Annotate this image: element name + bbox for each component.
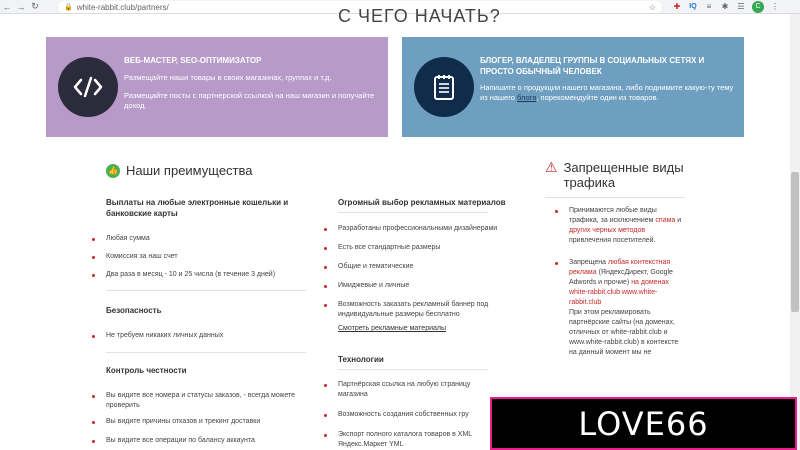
honesty-list (92, 391, 302, 446)
code-icon (58, 57, 118, 117)
technology-list (324, 380, 499, 450)
back-arrow-icon[interactable]: ← (2, 1, 12, 12)
view-materials-link[interactable]: Смотреть рекламные материалы (338, 325, 447, 332)
reload-icon[interactable]: ↻ (31, 1, 39, 11)
divider (338, 369, 488, 370)
extension-icon-1[interactable]: ✚ (673, 2, 681, 11)
list-item: Вы видите все номера и статусы заказов, - всегда можете проверить (92, 391, 302, 411)
forbidden-text: привлечения посетителей. (569, 237, 656, 244)
blogger-card-title: БЛОГЕР, ВЛАДЕЛЕЦ ГРУППЫ В СОЦИАЛЬНЫХ СЕТЯХ И ПРОСТО ОБЫЧНЫЙ ЧЕЛОВЕК (480, 56, 705, 76)
advantages-heading-text: Наши преимущества (126, 163, 253, 178)
page-scrollbar[interactable] (790, 14, 800, 450)
divider (106, 290, 306, 291)
security-title: Безопасность (106, 306, 162, 315)
divider (545, 197, 685, 198)
list-item: Есть все стандартные размеры (324, 243, 514, 253)
forbidden-text: При этом рекламировать партнёрские сайты (на доменах, отличных от white-rabbit.club и www.white-rabbit.club) в контексте на данный момент мы не (569, 309, 679, 356)
blogger-card-text (480, 83, 740, 103)
forward-arrow-icon[interactable]: → (16, 1, 26, 12)
payouts-list (92, 234, 312, 280)
overlay-label (490, 397, 797, 450)
list-item: Общие и тематические (324, 262, 514, 272)
forbidden-text: Принимаются любые виды трафика, за исключением (569, 207, 657, 224)
advantages-heading (106, 163, 253, 178)
list-item: Возможность заказать рекламный баннер под индивидуальные размеры бесплатно (324, 300, 514, 320)
forbidden-heading-line1: Запрещенные виды (563, 160, 684, 175)
list-item: Имиджевые и личные (324, 281, 514, 291)
forbidden-text: (ЯндексДирект, Google Adwords и прочие) (569, 269, 673, 286)
list-item: Два раза в месяц - 10 и 25 числа (в течение 3 дней) (92, 270, 312, 280)
black-methods-link[interactable]: других черных методов (569, 227, 646, 234)
blogger-text-end: , порекомендуйте один из товаров. (536, 93, 659, 102)
url-text: white-rabbit.club/partners/ (76, 2, 169, 12)
bookmark-star-icon[interactable]: ☆ (648, 2, 656, 12)
forbidden-text: Запрещена (569, 259, 608, 266)
list-item: Экспорт полного каталога товаров в XML Яндекс.Маркет YML (324, 430, 499, 450)
lock-icon: 🔒 (64, 4, 73, 11)
blogger-card (402, 37, 744, 137)
notepad-icon (414, 57, 474, 117)
list-item: Вы видите все операции по балансу аккаунта (92, 436, 302, 446)
payouts-title: Выплаты на любые электронные кошельки и банковские карты (106, 198, 289, 218)
menu-list-icon[interactable]: ☰ (737, 2, 745, 11)
webmaster-card (46, 37, 388, 137)
list-item (555, 258, 685, 358)
list-item: Партнёрская ссылка на любую страницу магазина (324, 380, 499, 400)
list-item: Не требуем никаких личных данных (92, 331, 312, 341)
webmaster-card-text-1: Размещайте наши товары в своих магазинах, группах и т.д. (124, 73, 332, 82)
overlay-text: LOVE66 (578, 404, 709, 443)
materials-list (324, 224, 514, 320)
puzzle-icon[interactable]: ✱ (721, 2, 729, 11)
list-item: Любая сумма (92, 234, 312, 244)
list-item: Разработаны профессиональными дизайнерами (324, 224, 514, 234)
warning-icon: ⚠ (545, 159, 558, 175)
forbidden-heading-text (564, 160, 684, 190)
forbidden-heading-line2: трафика (563, 175, 616, 190)
spam-link[interactable]: спама (655, 217, 676, 224)
list-item: Вы видите причины отказов и трекинг доставки (92, 417, 302, 427)
extension-icon-3[interactable]: ≡ (706, 2, 712, 11)
webmaster-card-title: ВЕБ-МАСТЕР, SEO-ОПТИМИЗАТОР (124, 56, 262, 65)
thumbs-up-icon: 👍 (106, 164, 120, 178)
extensions-bar (672, 1, 780, 13)
scrollbar-thumb[interactable] (791, 172, 799, 312)
divider (338, 212, 488, 213)
blog-link[interactable]: блога (517, 93, 537, 102)
list-item: Возможность создания собственных гру (324, 410, 499, 420)
technology-title: Технологии (338, 355, 384, 364)
materials-title: Огромный выбор рекламных материалов (338, 198, 506, 207)
domains-link[interactable]: на доменах white-rabbit.club www.white-rabbit.club (569, 279, 669, 306)
forbidden-heading (545, 160, 684, 190)
profile-avatar[interactable]: С (752, 1, 764, 13)
extension-icon-iq[interactable]: IQ (689, 3, 697, 10)
honesty-title: Контроль честности (106, 366, 187, 375)
context-ads-link[interactable]: любая контекстная реклама (569, 259, 671, 276)
list-item (555, 206, 685, 246)
divider (106, 352, 306, 353)
security-list (92, 331, 312, 341)
forbidden-list (555, 206, 685, 358)
forbidden-text: и (675, 217, 682, 224)
blogger-text-start: Напишите о продукции нашего магазина, либо поднимите какую-ту тему из нашего (480, 83, 734, 102)
webmaster-card-text-2: Размещайте посты с партнерской ссылкой на наш магазин и получайте доход. (124, 91, 375, 110)
list-item: Комиссия за наш счет (92, 252, 312, 262)
kebab-menu-icon[interactable]: ⋮ (771, 2, 779, 11)
page-heading: С ЧЕГО НАЧАТЬ? (338, 6, 501, 26)
